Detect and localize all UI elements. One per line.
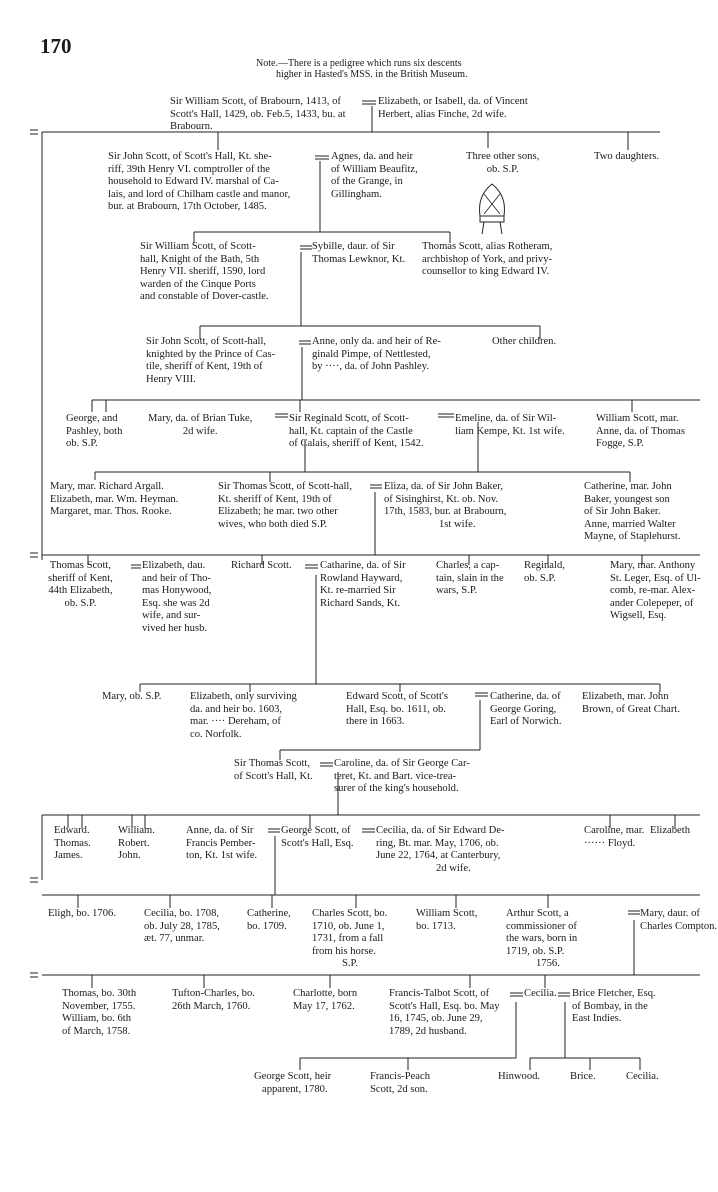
catherine-1709: Catherine, bo. 1709. [247,908,291,932]
william-scott-fogge: William Scott, mar. Anne, da. of Thomas Fogge, S.P. [596,413,685,450]
mary-st-leger: Mary, mar. Anthony St. Leger, Esq. of Ul- comb, re-mar. Alex- ander Colepeper, of Wigsell, Esq. [610,560,701,622]
emeline-kempe: Emeline, da. of Sir Wil- liam Kempe, Kt. 1st wife. [455,413,565,437]
sir-william-scott-1413: Sir William Scott, of Brabourn, 1413, of Scott's Hall, 1429, ob. Feb.5, 1433, bu. at Brabourn. [170,96,346,133]
george-scott: George Scott, of Scott's Hall, Esq. [281,825,354,849]
note-line-1: Note.—There is a pedigree which runs six descents [256,58,462,69]
sir-reginald-scott: Sir Reginald Scott, of Scott- hall, Kt. captain of the Castle of Calais, sheriff of Kent, 1542. [289,413,424,450]
cecilia-dering: Cecilia, da. of Sir Edward De- ring, Bt. mar. May, 1706, ob. June 22, 1764, at Canterbury, 2d wife. [376,825,505,874]
sir-thomas-scott-kt: Sir Thomas Scott, of Scott's Hall, Kt. [234,758,313,782]
caroline-floyd: Caroline, mar. ······ Floyd. [584,825,645,849]
elizabeth-dereham: Elizabeth, only surviving da. and heir bo. 1603, mar. ···· Dereham, of co. Norfolk. [190,691,297,740]
charlotte: Charlotte, born May 17, 1762. [293,988,358,1012]
elizabeth-brown: Elizabeth, mar. John Brown, of Great Chart. [582,691,680,715]
hinwood: Hinwood. [498,1071,541,1082]
reginald: Reginald, ob. S.P. [524,560,565,584]
eligh: Eligh, bo. 1706. [48,908,116,919]
charles-scott-1710: Charles Scott, bo. 1710, ob. June 1, 1731, from a fall from his horse. S.P. [312,908,388,970]
mary-ob-sp: Mary, ob. S.P. [102,691,162,702]
sir-thomas-scott-elizabeth: Sir Thomas Scott, of Scott-hall, Kt. sheriff of Kent, 19th of Elizabeth; he mar. two other wives, who both died S.P. [218,481,352,530]
arthur-scott: Arthur Scott, a commissioner of the wars, born in 1719, ob. S.P. 1756. [506,908,578,970]
anne-pimpe: Anne, only da. and heir of Re- ginald Pimpe, of Nettlested, by ····, da. of John Pashley. [312,336,441,373]
francis-peach-scott: Francis-Peach Scott, 2d son. [370,1071,431,1095]
sons-william-robert-john: William. Robert. John. [118,825,155,862]
elizabeth-gen10: Elizabeth [650,825,691,836]
thomas-scott-rotheram: Thomas Scott, alias Rotheram, archbishop of York, and privy- counsellor to king Edward IV. [422,241,553,278]
richard-scott: Richard Scott. [231,560,292,571]
catherine-and-anne: Catherine, mar. John Baker, youngest son of Sir John Baker. Anne, married Walter Mayne, of Staplehurst. [584,481,681,543]
thomas-scott-44th-elizabeth: Thomas Scott, sheriff of Kent, 44th Elizabeth, ob. S.P. [48,560,113,609]
anne-pemberton: Anne, da. of Sir Francis Pember- ton, Kt. 1st wife. [186,825,258,862]
elizabeth-honywood: Elizabeth, dau. and heir of Tho- mas Honywood, Esq. she was 2d wife, and sur- vived her husb. [142,560,212,634]
note-line-2: higher in Hasted's MSS. in the British Museum. [276,69,468,80]
cecilia-gen13: Cecilia. [626,1071,659,1082]
three-other-sons: Three other sons, ob. S.P. [466,151,540,175]
charles-captain: Charles, a cap- tain, slain in the wars, S.P. [436,560,504,597]
mary-tuke: Mary, da. of Brian Tuke, 2d wife. [148,413,253,437]
francis-talbot-scott: Francis-Talbot Scott, of Scott's Hall, Esq. bo. May 16, 1745, ob. June 29, 1789, 2d husband. [389,988,500,1037]
page-number: 170 [40,34,72,58]
agnes-beaufitz: Agnes, da. and heir of William Beaufitz, of the Grange, in Gillingham. [331,151,418,200]
catherine-goring: Catherine, da. of George Goring, Earl of Norwich. [490,691,562,728]
william-scott-1713: William Scott, bo. 1713. [416,908,478,932]
sir-john-scott-henry-viii: Sir John Scott, of Scott-hall, knighted by the Prince of Cas- tile, sheriff of Kent, 19th of Henry VIII. [146,336,276,385]
cecilia-1708: Cecilia, bo. 1708, ob. July 28, 1785, æt. 77, unmar. [144,908,220,945]
other-children: Other children. [492,336,557,347]
two-daughters: Two daughters. [594,151,660,162]
sons-edward-thomas-james: Edward. Thomas. James. [54,825,91,862]
mitre-icon [472,180,512,236]
tufton-charles: Tufton-Charles, bo. 26th March, 1760. [172,988,255,1012]
cecilia-gen12: Cecilia. [524,988,557,999]
brice: Brice. [570,1071,596,1082]
thomas-and-william: Thomas, bo. 30th November, 1755. William, bo. 6th of March, 1758. [62,988,137,1037]
caroline-carteret: Caroline, da. of Sir George Car- teret, Kt. and Bart. vice-trea- surer of the king's household. [334,758,470,795]
edward-scott-1611: Edward Scott, of Scott's Hall, Esq. bo. 1611, ob. there in 1663. [346,691,448,728]
sir-william-scott-bath: Sir William Scott, of Scott- hall, Knight of the Bath, 5th Henry VII. sheriff, 1590, lord warden of the Cinque Ports and constable of Dover-castle. [140,241,269,303]
sir-john-scott-1485: Sir John Scott, of Scott's Hall, Kt. she- riff, 39th Henry VI. comptroller of the household to Edward IV. marshal of Ca- lais, and lord of Chilham castle and manor, bur. at Brabourn, 17th October, 1485. [108,151,291,213]
george-and-pashley: George, and Pashley, both ob. S.P. [66,413,123,450]
daughters-argall-heyman-rooke: Mary, mar. Richard Argall. Elizabeth, mar. Wm. Heyman. Margaret, mar. Thos. Rooke. [50,481,179,518]
elizabeth-herbert: Elizabeth, or Isabell, da. of Vincent Herbert, alias Finche, 2d wife. [378,96,528,120]
brice-fletcher: Brice Fletcher, Esq. of Bombay, in the East Indies. [572,988,656,1025]
george-scott-heir: George Scott, heir apparent, 1780. [254,1071,332,1095]
sybille-lewknor: Sybille, daur. of Sir Thomas Lewknor, Kt. [312,241,406,265]
catharine-hayward: Catharine, da. of Sir Rowland Hayward, Kt. re-married Sir Richard Sands, Kt. [320,560,406,609]
mary-compton: Mary, daur. of Charles Compton. [640,908,718,932]
eliza-baker: Eliza, da. of Sir John Baker, of Sisinghirst, Kt. ob. Nov. 17th, 1583, bur. at Brabourn, 1st wife. [384,481,507,530]
